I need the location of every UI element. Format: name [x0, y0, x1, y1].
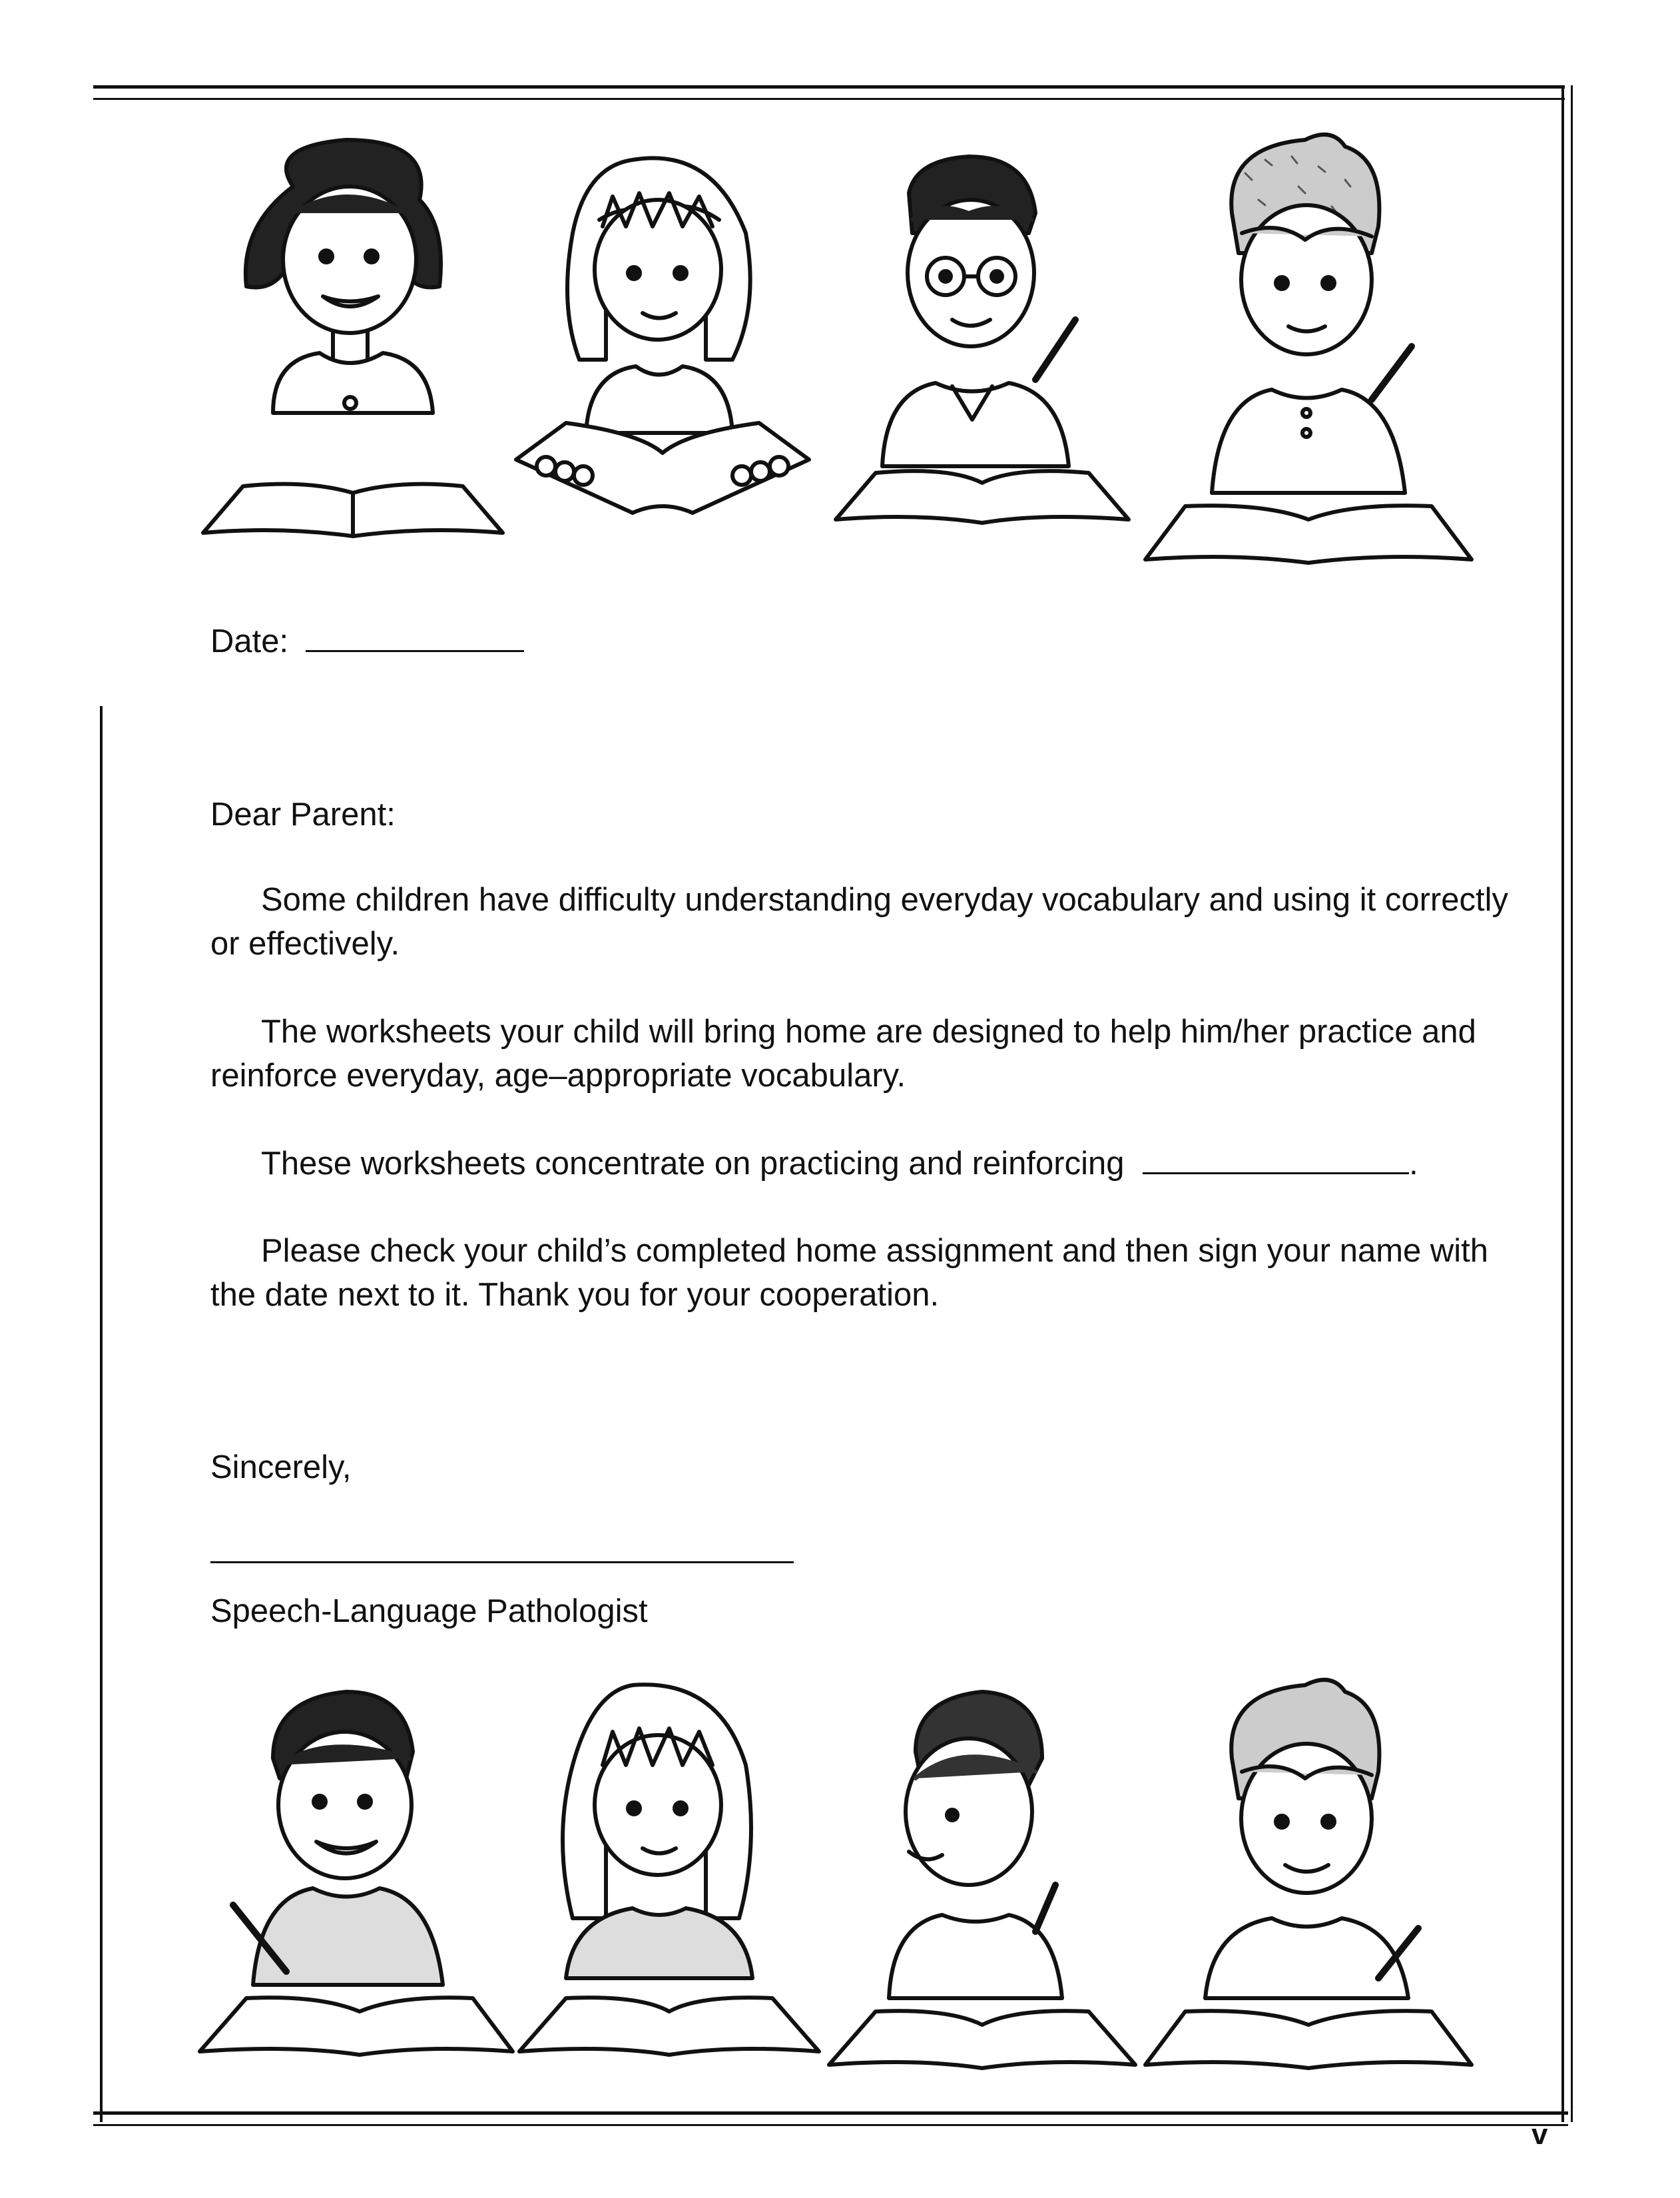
- boy-profile-illustration: [829, 1692, 1135, 2068]
- paragraph-4-text: Please check your child’s completed home assignment and then sign your name with the date next to it. Thank you for your cooperation.: [210, 1233, 1489, 1313]
- date-line: [210, 619, 524, 663]
- boy-smiling-illustration: [1145, 1680, 1472, 2068]
- boy-dark-hair-illustration: [200, 1692, 513, 2055]
- date-label: Date:: [210, 623, 289, 659]
- paragraph-3: [261, 1142, 1418, 1186]
- girl-with-braids-illustration: [516, 158, 809, 513]
- signature-title: Speech-Language Pathologist: [210, 1593, 648, 1629]
- salutation: Dear Parent:: [210, 797, 396, 833]
- frame-left-rule: [100, 706, 103, 2122]
- date-blank[interactable]: [306, 650, 524, 652]
- paragraph-1: [210, 878, 1516, 966]
- paragraph-3-text: These worksheets concentrate on practicing and reinforcing: [261, 1146, 1125, 1182]
- focus-blank[interactable]: [1143, 1172, 1409, 1174]
- frame-top-rule: [93, 85, 1565, 100]
- girl-long-hair-illustration: [519, 1684, 819, 2055]
- boy-writing-illustration: [1145, 135, 1472, 563]
- closing: Sincerely,: [210, 1449, 352, 1485]
- girl-with-pigtails-illustration: [203, 140, 503, 536]
- paragraph-4: [210, 1229, 1516, 1317]
- paragraph-2-text: The worksheets your child will bring home are designed to help him/her practice and reinforce everyday, age–appropriate vocabulary.: [210, 1014, 1476, 1094]
- paragraph-1-text: Some children have difficulty understanding everyday vocabulary and using it correctly or effectively.: [210, 882, 1509, 962]
- paragraph-2: [210, 1010, 1516, 1098]
- frame-right-rule: [1561, 85, 1573, 2122]
- boy-with-glasses-illustration: [836, 157, 1129, 523]
- signature-line[interactable]: [210, 1561, 794, 1563]
- paragraph-3-period: .: [1409, 1146, 1418, 1182]
- top-illustration-row: [193, 120, 1478, 586]
- page-number: v: [1532, 2118, 1548, 2151]
- bottom-illustration-row: [193, 1665, 1478, 2131]
